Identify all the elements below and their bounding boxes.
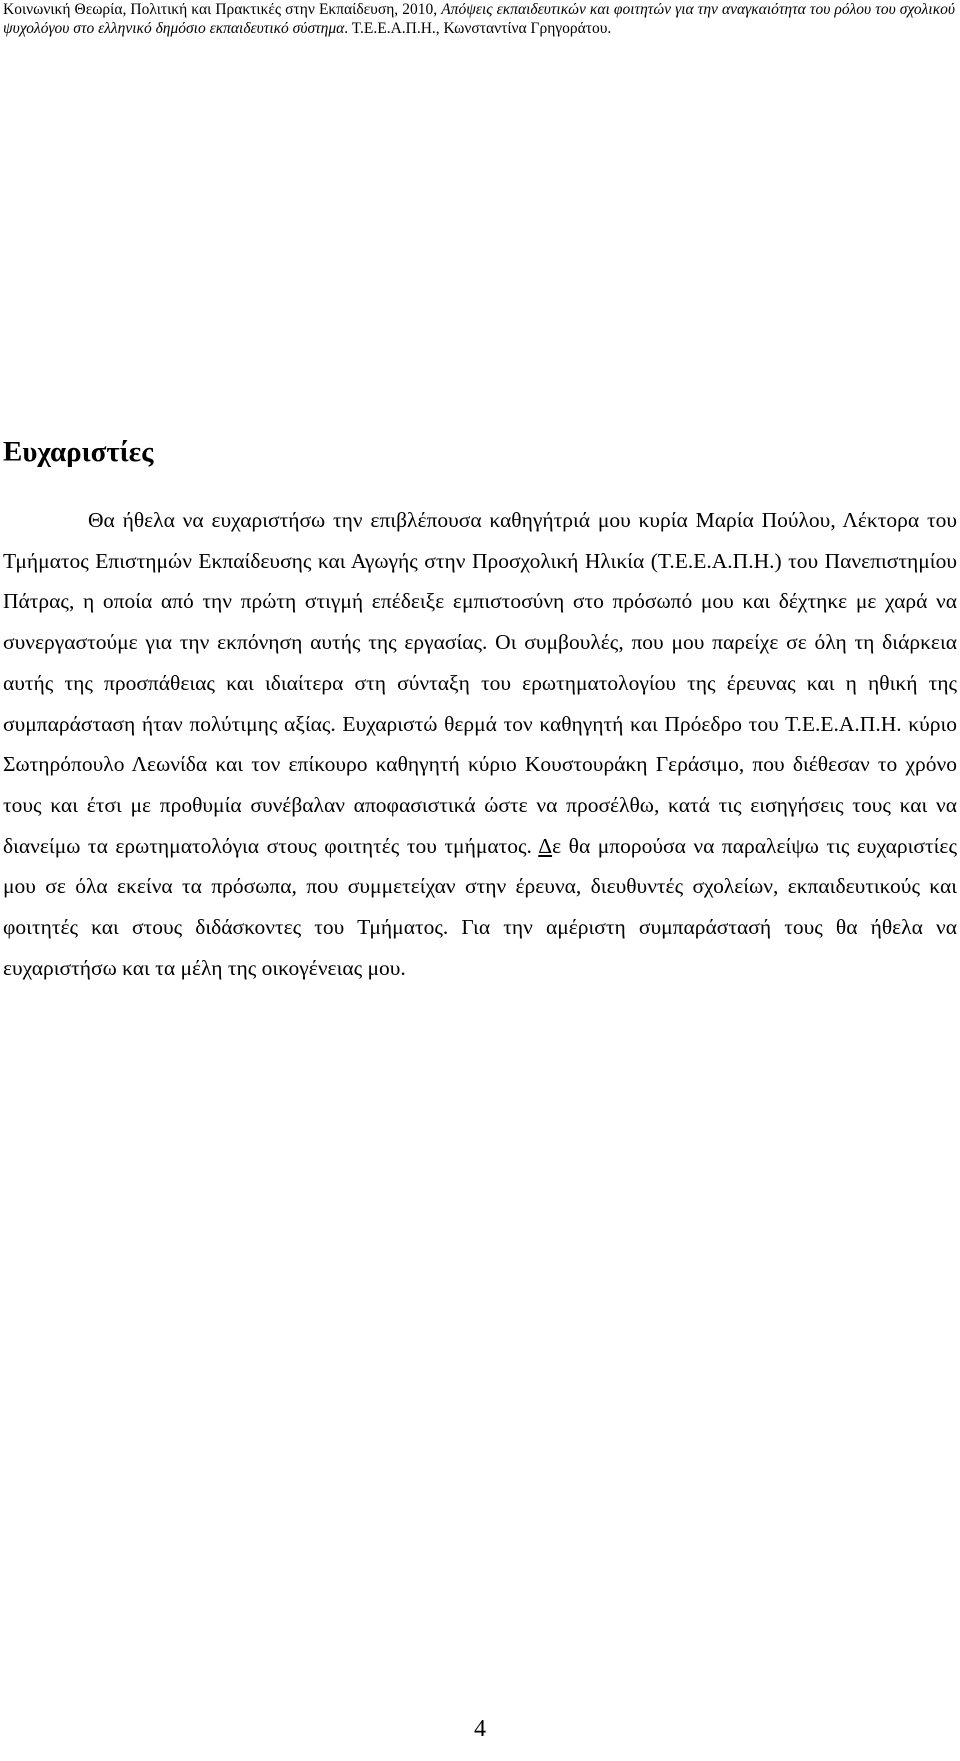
page-title: Ευχαριστίες	[3, 436, 154, 468]
header-thesis-title: Απόψεις εκπαιδευτικών και φοιτητών για την αναγκαιότητα του ρόλου του σχολικού ψυχολόγου στο ελληνικό δημόσιο εκπαιδευτικό σύστημα	[3, 1, 955, 37]
paragraph-text-part2: ε θα μπορούσα να παραλείψω τις ευχαριστίες μου σε όλα εκείνα τα πρόσωπα, που συμμετείχαν στην έρευνα, διευθυντές σχολείων, εκπαιδευτικούς και φοιτητές και στους διδάσκοντες του Τμήματος. Για την αμέριστη συμπαράστασή τους θα ήθελα να ευχαριστήσω και τα μέλη της οικογένειας μου.	[3, 833, 957, 980]
header-author: . Τ.Ε.Ε.Α.Π.Η., Κωνσταντίνα Γρηγοράτου.	[344, 20, 612, 37]
header-citation: Κοινωνική Θεωρία, Πολιτική και Πρακτικές στην Εκπαίδευση, 2010,	[3, 1, 442, 18]
running-header	[3, 0, 955, 38]
acknowledgements-paragraph	[3, 500, 957, 988]
paragraph-underlined-letter: Δ	[538, 833, 553, 858]
paragraph-text-part1: Θα ήθελα να ευχαριστήσω την επιβλέπουσα καθηγήτριά μου κυρία Μαρία Πούλου, Λέκτορα του Τμήματος Επιστημών Εκπαίδευσης και Αγωγής στην Προσχολική Ηλικία (Τ.Ε.Ε.Α.Π.Η.) του Πανεπιστημίου Πάτρας, η οποία από την πρώτη στιγμή επέδειξε εμπιστοσύνη στο πρόσωπό μου και δέχτηκε με χαρά να συνεργαστούμε για την εκπόνηση αυτής της εργασίας. Οι συμβουλές, που μου παρείχε σε όλη τη διάρκεια αυτής της προσπάθειας και ιδιαίτερα στη σύνταξη του ερωτηματολογίου της έρευνας και η ηθική της συμπαράσταση ήταν πολύτιμης αξίας. Ευχαριστώ θερμά τον καθηγητή και Πρόεδρο του Τ.Ε.Ε.Α.Π.Η. κύριο Σωτηρόπουλο Λεωνίδα και τον επίκουρο καθηγητή κύριο Κουστουράκη Γεράσιμο, που διέθεσαν το χρόνο τους και έτσι με προθυμία συνέβαλαν αποφασιστικά ώστε να προσέλθω, κατά τις εισηγήσεις τους και να διανείμω τα ερωτηματολόγια στους φοιτητές του τμήματος.	[3, 508, 957, 858]
page-number: 4	[474, 1716, 486, 1742]
